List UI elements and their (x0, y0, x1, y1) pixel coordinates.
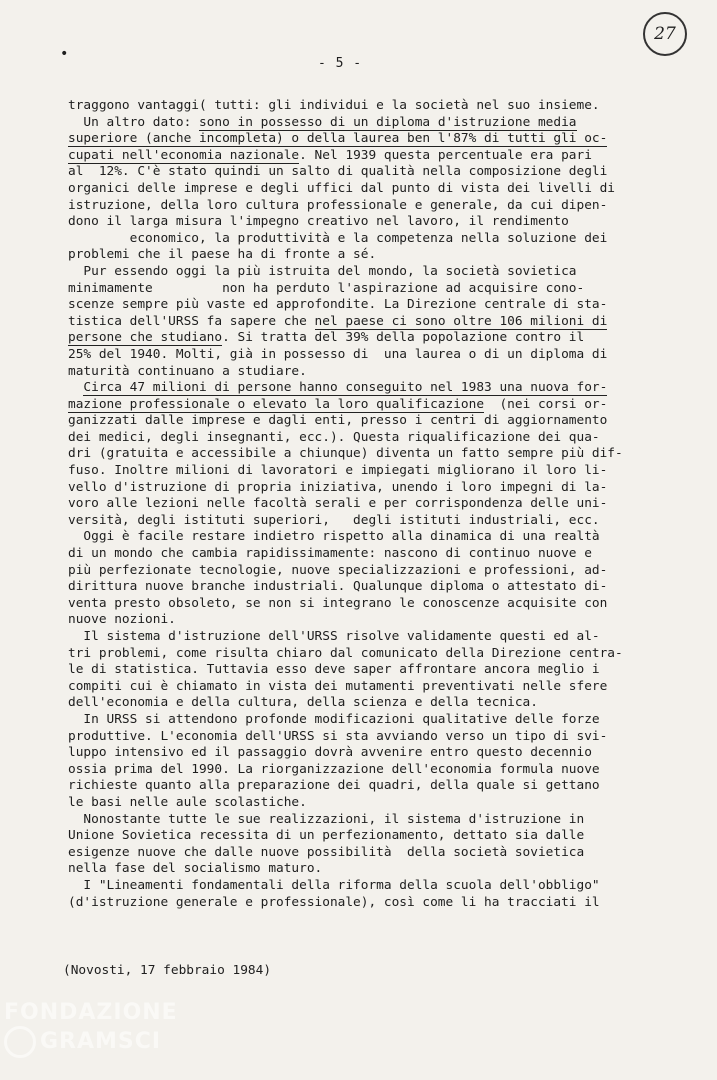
line-text: maturità continuano a studiare. (68, 363, 307, 379)
line-text: versità, degli istituti superiori, degli istituti industriali, ecc. (68, 512, 600, 528)
archive-watermark (4, 1000, 178, 1058)
line-text: più perfezionate tecnologie, nuove specializzazioni e professioni, ad- (68, 562, 608, 578)
line-text: compiti cui è chiamato in vista dei mutamenti preventivati nelle sfere (68, 678, 608, 694)
text-line (68, 745, 658, 762)
text-line (68, 529, 658, 546)
line-text: Il sistema d'istruzione dell'URSS risolve validamente questi ed al- (68, 629, 600, 644)
text-line (68, 247, 658, 264)
underlined-text: mazione professionale o elevato la loro qualificazione (68, 396, 485, 412)
text-line (68, 679, 658, 696)
text-line (68, 281, 658, 298)
underlined-text: superiore (anche incompleta) o della laurea ben l'87% di tutti gli oc- (68, 131, 608, 147)
line-text: Pur essendo oggi la più istruita del mondo, la società sovietica (68, 263, 577, 279)
line-text: economico, la produttività e la competenza nella soluzione dei (68, 230, 608, 246)
line-text: scenze sempre più vaste ed approfondite. La Direzione centrale di sta- (68, 297, 608, 313)
watermark-logo-icon (4, 1026, 36, 1058)
underlined-text: cupati nell'economia nazionale (68, 147, 300, 163)
line-text: Nonostante tutte le sue realizzazioni, il sistema d'istruzione in (68, 811, 585, 827)
line-text: nella fase del socialismo maturo. (68, 861, 323, 877)
line-text: fuso. Inoltre milioni di lavoratori e impiegati migliorano il loro li- (68, 463, 608, 479)
text-line (68, 646, 658, 663)
article-body (68, 98, 658, 911)
text-line (68, 131, 658, 148)
underlined-text: nel paese ci sono oltre 106 milioni di (314, 313, 608, 329)
text-line (68, 596, 658, 613)
line-text: ossia prima del 1990. La riorganizzazione dell'economia formula nuove (68, 761, 600, 777)
text-line (68, 480, 658, 497)
line-text: richieste quanto alla preparazione dei quadri, della quale si gettano (68, 778, 600, 794)
text-line (68, 895, 658, 912)
text-line (68, 330, 658, 347)
underlined-text: persone che studiano (68, 330, 223, 346)
text-line (68, 729, 658, 746)
text-line (68, 546, 658, 563)
text-line (68, 115, 658, 132)
line-text: esigenze nuove che dalle nuove possibilità della società sovietica (68, 844, 585, 860)
text-line (68, 98, 658, 115)
line-text: organici delle imprese e degli uffici dal punto di vista dei livelli di (68, 180, 616, 196)
line-text: tistica dell'URSS fa sapere che (68, 313, 315, 329)
line-text: al 12%. C'è stato quindi un salto di qualità nella composizione degli (68, 164, 608, 180)
text-line (68, 579, 658, 596)
text-line (68, 397, 658, 414)
line-text: vello d'istruzione di propria iniziativa, unendo i loro impegni di la- (68, 479, 608, 495)
line-text: le basi nelle aule scolastiche. (68, 794, 307, 810)
line-text: nuove nozioni. (68, 612, 176, 628)
text-line (68, 612, 658, 629)
text-line (68, 413, 658, 430)
line-text: . Si tratta del 39% della popolazione contro il (222, 330, 585, 346)
text-line (68, 778, 658, 795)
text-line (68, 828, 658, 845)
text-line (68, 513, 658, 530)
text-line (68, 812, 658, 829)
line-text: Oggi è facile restare indietro rispetto alla dinamica di una realtà (68, 529, 600, 545)
line-text: dirittura nuove branche industriali. Qualunque diploma o attestato di- (68, 579, 608, 595)
watermark-line-1: FONDAZIONE (4, 1000, 178, 1025)
text-line (68, 845, 658, 862)
text-line (68, 231, 658, 248)
text-line (68, 297, 658, 314)
underlined-text: Circa 47 milioni di persone hanno conseguito nel 1983 una nuova for- (83, 380, 608, 396)
text-line (68, 762, 658, 779)
line-text: I "Lineamenti fondamentali della riforma della scuola dell'obbligo" (68, 877, 600, 893)
source-note: (Novosti, 17 febbraio 1984) (63, 963, 272, 978)
line-text: dri (gratuita e accessibile a chiunque) diventa un fatto sempre più dif- (68, 446, 623, 462)
text-line (68, 380, 658, 397)
text-line (68, 164, 658, 181)
text-line (68, 181, 658, 198)
line-text: problemi che il paese ha di fronte a sé. (68, 247, 377, 263)
line-text: di un mondo che cambia rapidissimamente: nascono di continuo nuove e (68, 546, 592, 562)
line-text: produttive. L'economia dell'URSS si sta avviando verso un tipo di svi- (68, 728, 608, 744)
line-text: (nei corsi or- (484, 396, 608, 412)
text-line (68, 795, 658, 812)
line-text: dei medici, degli insegnanti, ecc.). Questa riqualificazione dei qua- (68, 429, 600, 445)
text-line (68, 214, 658, 231)
line-text: Unione Sovietica recessita di un perfezionamento, dettato sia dalle (68, 828, 585, 844)
line-text: luppo intensivo ed il passaggio dovrà avvenire entro questo decennio (68, 745, 592, 761)
line-text (68, 380, 83, 395)
archive-page-stamp: 27 (643, 12, 687, 56)
text-line (68, 264, 658, 281)
text-line (68, 347, 658, 364)
text-line (68, 662, 658, 679)
line-text: tri problemi, come risulta chiaro dal comunicato della Direzione centra- (68, 645, 623, 661)
line-text: traggono vantaggi( tutti: gli individui e la società nel suo insieme. (68, 98, 600, 113)
line-text: Un altro dato: (68, 114, 199, 130)
text-line (68, 463, 658, 480)
text-line (68, 695, 658, 712)
text-line (68, 563, 658, 580)
text-line (68, 430, 658, 447)
underlined-text: sono in possesso di un diploma d'istruzione media (198, 114, 577, 130)
text-line (68, 712, 658, 729)
text-line (68, 364, 658, 381)
line-text: voro alle lezioni nelle facoltà serali e per corrispondenza delle uni- (68, 496, 608, 512)
line-text: le di statistica. Tuttavia esso deve saper affrontare ancora meglio i (68, 662, 600, 678)
line-text: dono il larga misura l'impegno creativo nel lavoro, il rendimento (68, 214, 569, 230)
line-text: . Nel 1939 questa percentuale era pari (299, 147, 592, 163)
text-line (68, 861, 658, 878)
text-line (68, 878, 658, 895)
line-text: (d'istruzione generale e professionale), così come li ha tracciati il (68, 894, 600, 910)
text-line (68, 148, 658, 165)
line-text: ganizzati dalle imprese e dagli enti, presso i centri di aggiornamento (68, 413, 608, 429)
line-text: istruzione, della loro cultura professionale e generale, da cui dipen- (68, 197, 608, 213)
line-text: dell'economia e della cultura, della scienza e della tecnica. (68, 695, 538, 711)
text-line (68, 446, 658, 463)
watermark-line-2: GRAMSCI (40, 1029, 162, 1054)
text-line (68, 496, 658, 513)
page-number: - 5 - (318, 56, 363, 71)
line-text: 25% del 1940. Molti, già in possesso di una laurea o di un diploma di (68, 346, 608, 362)
line-text: In URSS si attendono profonde modificazioni qualitative delle forze (68, 711, 600, 727)
line-text: venta presto obsoleto, se non si integrano le conoscenze acquisite con (68, 595, 608, 611)
line-text: minimamente non ha perduto l'aspirazione ad acquisire cono- (68, 280, 585, 296)
text-line (68, 629, 658, 646)
text-line (68, 198, 658, 215)
margin-mark: • (60, 46, 69, 62)
text-line (68, 314, 658, 331)
